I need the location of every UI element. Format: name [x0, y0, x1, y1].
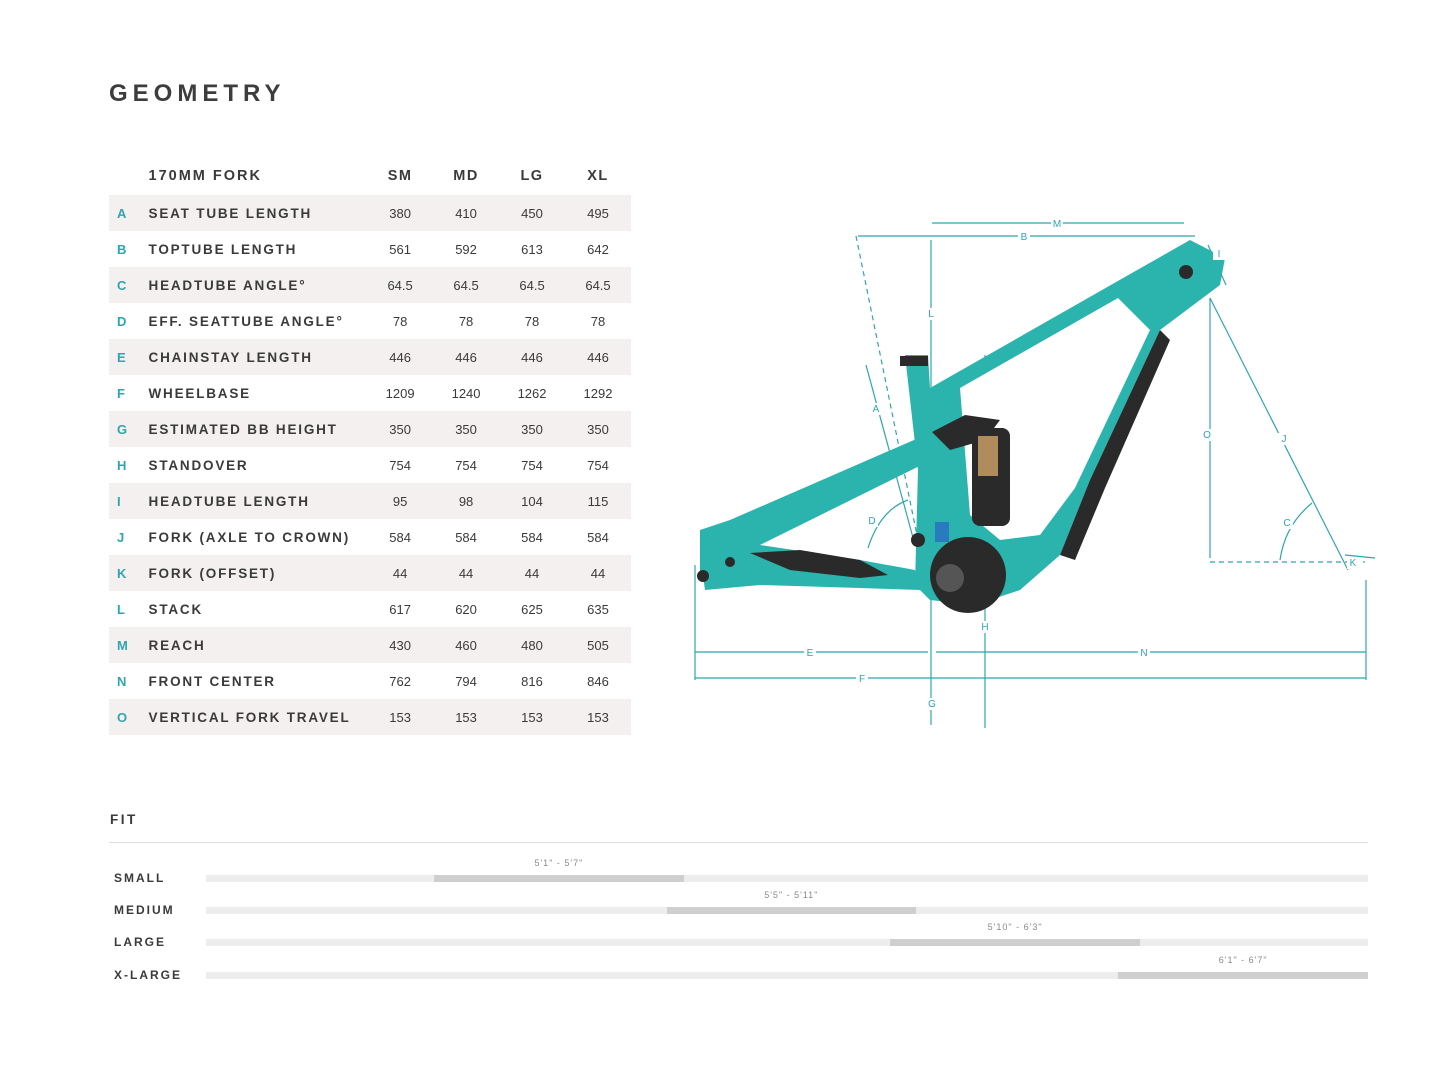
fit-track — [206, 875, 1368, 882]
table-row — [109, 663, 631, 699]
row-value: 44 — [458, 565, 474, 581]
row-value: 561 — [389, 241, 411, 257]
fit-size-label: SMALL — [114, 871, 166, 885]
fit-row-large — [0, 922, 1440, 954]
dim-label-i: I — [1217, 249, 1221, 260]
fit-track — [206, 907, 1368, 914]
row-label: EFF. SEATTUBE ANGLE° — [148, 313, 344, 329]
row-value: 816 — [521, 673, 543, 689]
row-value: 1292 — [583, 385, 613, 401]
row-letter: K — [117, 565, 127, 581]
table-row — [109, 339, 631, 375]
row-value: 350 — [389, 421, 411, 437]
row-value: 153 — [521, 709, 543, 725]
row-value: 584 — [521, 529, 543, 545]
table-header — [109, 157, 631, 195]
fit-range-bar — [434, 875, 684, 882]
fit-range-bar — [890, 939, 1140, 946]
row-value: 1209 — [385, 385, 415, 401]
frame-shape — [697, 240, 1225, 613]
row-value: 480 — [521, 637, 543, 653]
row-value: 78 — [392, 313, 408, 329]
row-value: 617 — [389, 601, 411, 617]
row-letter: A — [117, 205, 127, 221]
dim-label-e: E — [806, 648, 814, 659]
table-row — [109, 267, 631, 303]
row-value: 104 — [521, 493, 543, 509]
dim-label-l: L — [928, 309, 934, 320]
row-value: 153 — [389, 709, 411, 725]
row-value: 98 — [458, 493, 474, 509]
table-row — [109, 231, 631, 267]
row-letter: O — [117, 709, 128, 725]
table-row — [109, 411, 631, 447]
fit-size-label: X-LARGE — [114, 968, 182, 982]
row-value: 95 — [392, 493, 408, 509]
fit-size-label: MEDIUM — [114, 903, 175, 917]
row-label: WHEELBASE — [148, 385, 251, 401]
dim-label-g: G — [928, 699, 936, 710]
row-label: FRONT CENTER — [148, 673, 276, 689]
table-row — [109, 447, 631, 483]
bike-frame-diagram — [690, 210, 1390, 740]
row-letter: N — [117, 673, 127, 689]
dim-label-o: O — [1203, 430, 1211, 441]
row-value: 1262 — [517, 385, 547, 401]
row-value: 1240 — [451, 385, 481, 401]
rear-axle — [697, 570, 709, 582]
size-heading-sm: SM — [387, 168, 413, 184]
row-value: 584 — [455, 529, 477, 545]
fit-range-label: 5'1" - 5'7" — [534, 858, 584, 868]
size-heading-md: MD — [453, 168, 479, 184]
row-value: 620 — [455, 601, 477, 617]
row-value: 78 — [524, 313, 540, 329]
fit-range-label: 5'10" - 6'3" — [987, 922, 1043, 932]
row-value: 64.5 — [453, 277, 479, 293]
table-row — [109, 303, 631, 339]
fit-size-label: LARGE — [114, 935, 166, 949]
row-value: 592 — [455, 241, 477, 257]
dim-label-a: A — [872, 404, 880, 415]
dim-label-d: D — [868, 516, 876, 527]
fit-row-small — [0, 858, 1440, 890]
dim-label-m: M — [1052, 219, 1062, 230]
row-value: 153 — [455, 709, 477, 725]
row-label: TOPTUBE LENGTH — [148, 241, 298, 257]
shock-adjuster — [935, 522, 949, 542]
dim-label-k: K — [1349, 558, 1357, 569]
row-letter: D — [117, 313, 127, 329]
row-letter: M — [117, 637, 128, 653]
table-row — [109, 699, 631, 735]
fit-track — [206, 939, 1368, 946]
fit-range-label: 5'5" - 5'11" — [764, 890, 819, 900]
dim-label-b: B — [1020, 232, 1028, 243]
fit-row-x-large — [0, 955, 1440, 987]
size-heading-lg: LG — [520, 168, 544, 184]
row-label: STANDOVER — [148, 457, 249, 473]
row-value: 613 — [521, 241, 543, 257]
fit-title: FIT — [110, 812, 138, 827]
row-value: 450 — [521, 205, 543, 221]
row-label: REACH — [148, 637, 206, 653]
row-value: 794 — [455, 673, 477, 689]
row-value: 846 — [587, 673, 609, 689]
pivot-rear — [725, 557, 735, 567]
dim-label-h: H — [981, 622, 989, 633]
table-row — [109, 591, 631, 627]
row-value: 754 — [521, 457, 543, 473]
row-value: 430 — [389, 637, 411, 653]
shock-stanchion — [978, 436, 998, 476]
row-value: 460 — [455, 637, 477, 653]
row-value: 754 — [455, 457, 477, 473]
row-value: 446 — [455, 349, 477, 365]
row-label: VERTICAL FORK TRAVEL — [148, 709, 351, 725]
pivot-main — [911, 533, 925, 547]
fit-range-label: 6'1" - 6'7" — [1218, 955, 1268, 965]
row-value: 635 — [587, 601, 609, 617]
row-value: 78 — [458, 313, 474, 329]
row-value: 642 — [587, 241, 609, 257]
row-value: 64.5 — [519, 277, 545, 293]
table-row — [109, 555, 631, 591]
row-value: 754 — [389, 457, 411, 473]
row-label: HEADTUBE LENGTH — [148, 493, 310, 509]
row-value: 350 — [521, 421, 543, 437]
row-letter: B — [117, 241, 127, 257]
row-label: HEADTUBE ANGLE° — [148, 277, 307, 293]
dim-arc-c — [1280, 503, 1312, 560]
row-value: 44 — [392, 565, 408, 581]
fit-range-bar — [1118, 972, 1368, 979]
row-value: 64.5 — [585, 277, 611, 293]
row-value: 446 — [587, 349, 609, 365]
row-label: FORK (OFFSET) — [148, 565, 277, 581]
headset-cap — [1179, 265, 1193, 279]
dim-label-j: J — [1281, 434, 1287, 445]
size-heading-xl: XL — [587, 168, 609, 184]
dim-label-f: F — [858, 674, 866, 685]
row-value: 44 — [524, 565, 540, 581]
row-value: 625 — [521, 601, 543, 617]
fit-divider — [109, 842, 1368, 843]
row-value: 350 — [455, 421, 477, 437]
row-value: 584 — [389, 529, 411, 545]
row-value: 754 — [587, 457, 609, 473]
row-letter: I — [117, 493, 121, 509]
row-letter: J — [117, 529, 125, 545]
row-value: 115 — [587, 493, 609, 509]
row-value: 505 — [587, 637, 609, 653]
row-label: ESTIMATED BB HEIGHT — [148, 421, 338, 437]
row-value: 446 — [389, 349, 411, 365]
seat-clamp — [900, 356, 928, 366]
dim-label-c: C — [1283, 518, 1291, 529]
row-value: 584 — [587, 529, 609, 545]
row-value: 78 — [590, 313, 606, 329]
row-value: 44 — [590, 565, 606, 581]
row-label: SEAT TUBE LENGTH — [148, 205, 313, 221]
row-letter: F — [117, 385, 125, 401]
dim-label-n: N — [1140, 648, 1148, 659]
row-letter: G — [117, 421, 128, 437]
row-value: 380 — [389, 205, 411, 221]
geometry-table — [109, 157, 631, 735]
row-label: FORK (AXLE TO CROWN) — [148, 529, 351, 545]
table-body — [109, 195, 631, 735]
row-letter: E — [117, 349, 126, 365]
row-value: 410 — [455, 205, 477, 221]
row-value: 350 — [587, 421, 609, 437]
table-row — [109, 627, 631, 663]
fit-track — [206, 972, 1368, 979]
row-value: 495 — [587, 205, 609, 221]
fit-row-medium — [0, 890, 1440, 922]
fit-range-bar — [667, 907, 917, 914]
row-label: STACK — [148, 601, 204, 617]
motor-cover — [936, 564, 964, 592]
table-row — [109, 195, 631, 231]
row-value: 762 — [389, 673, 411, 689]
row-value: 446 — [521, 349, 543, 365]
row-letter: C — [117, 277, 127, 293]
page-title: GEOMETRY — [109, 80, 286, 107]
row-value: 64.5 — [387, 277, 413, 293]
row-value: 153 — [587, 709, 609, 725]
row-letter: L — [117, 601, 125, 617]
row-label: CHAINSTAY LENGTH — [148, 349, 313, 365]
table-row — [109, 519, 631, 555]
table-row — [109, 375, 631, 411]
row-letter: H — [117, 457, 127, 473]
table-row — [109, 483, 631, 519]
fork-heading: 170MM FORK — [148, 168, 262, 184]
